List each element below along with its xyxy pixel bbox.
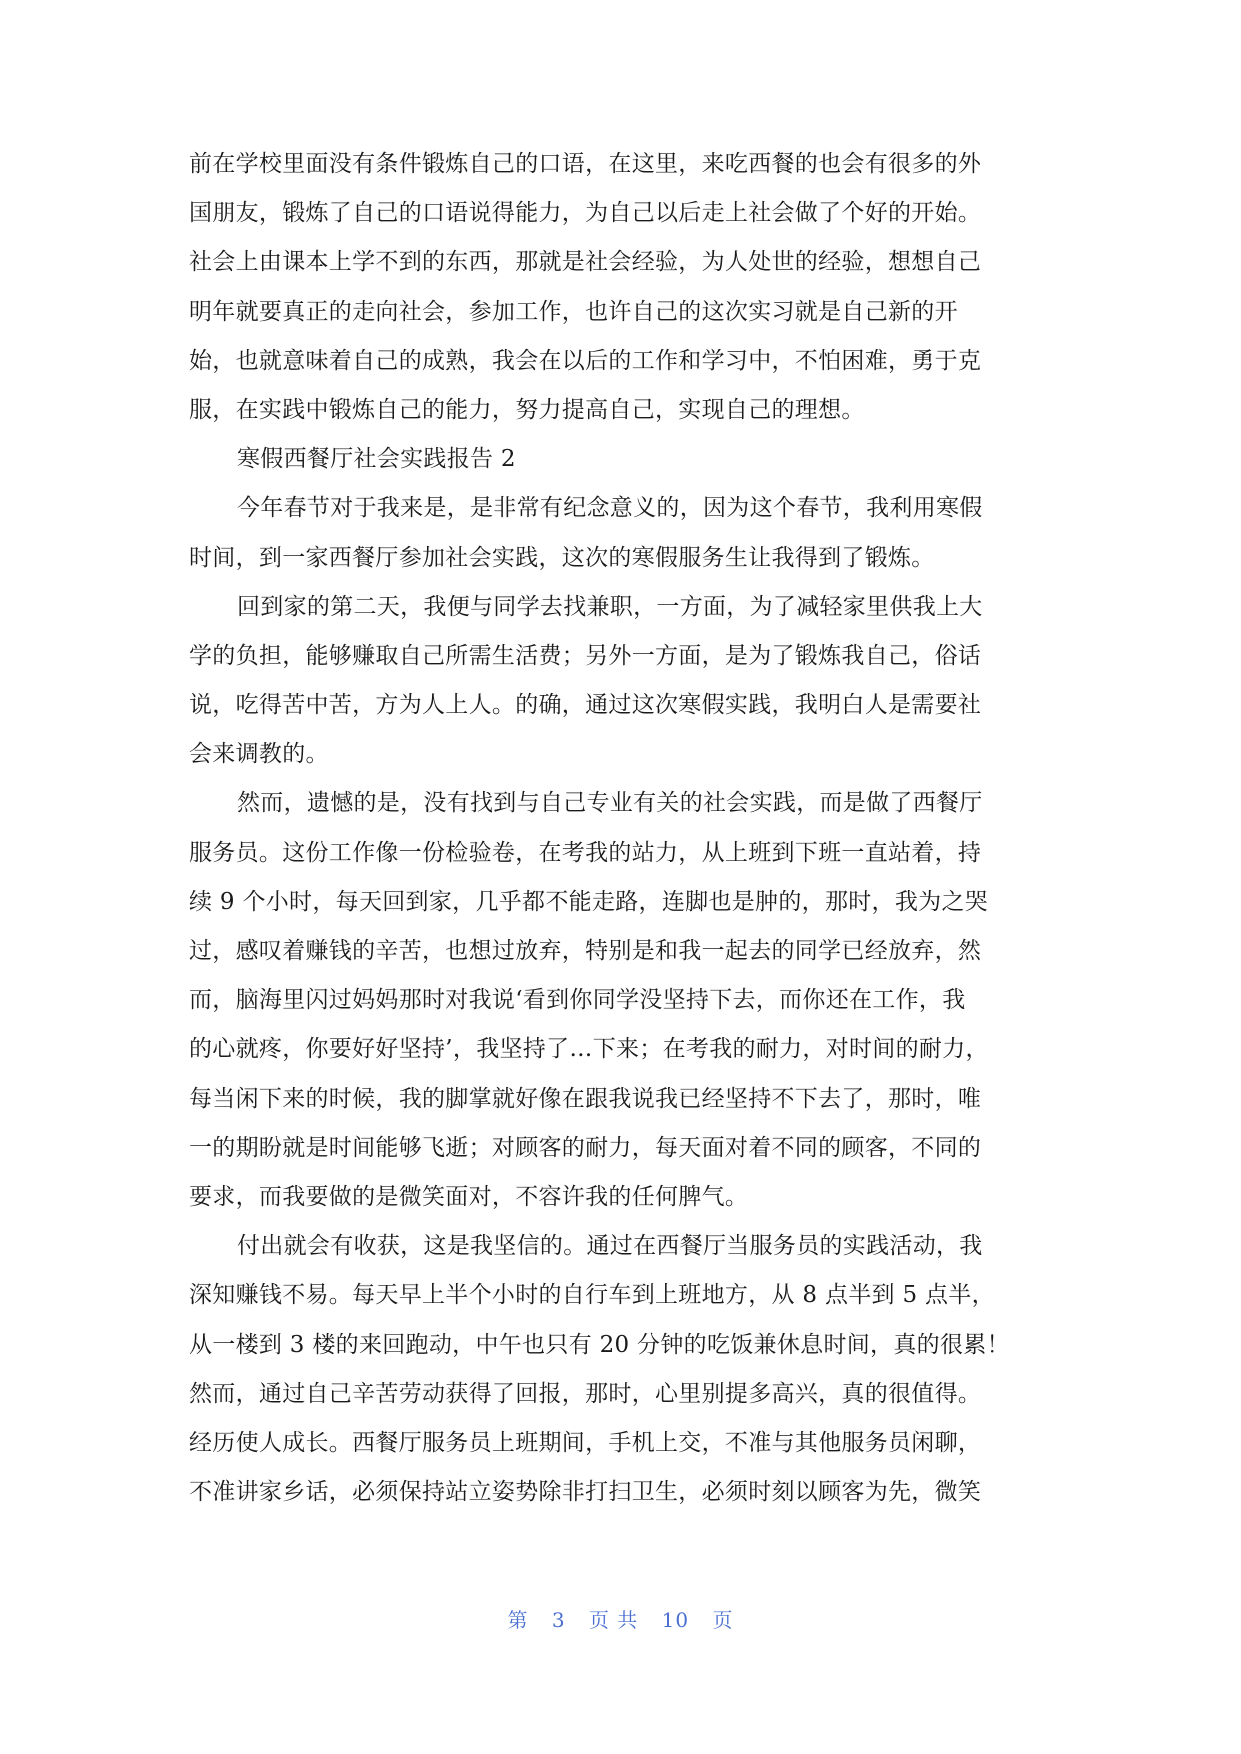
page-footer [0, 1604, 1241, 1633]
text-line: 不准讲家乡话，必须保持站立姿势除非打扫卫生，必须时刻以顾客为先，微笑 [189, 1479, 982, 1506]
footer-total-pages: 10 [661, 1608, 690, 1632]
text-line: 学的负担，能够赚取自己所需生活费；另外一方面，是为了锻炼我自己，俗话 [189, 642, 982, 669]
text-line: 社会上由课本上学不到的东西，那就是社会经验，为人处世的经验，想想自己 [189, 249, 982, 276]
text-line: 深知赚钱不易。每天早上半个小时的自行车到上班地方，从 8 点半到 5 点半， [189, 1282, 995, 1309]
text-line: 会来调教的。 [189, 741, 329, 768]
text-line: 要求，而我要做的是微笑面对，不容许我的任何脾气。 [189, 1183, 749, 1210]
text-line: 从一楼到 3 楼的来回跑动，中午也只有 20 分钟的吃饭兼休息时间，真的很累！ [189, 1331, 1010, 1358]
text-line: 国朋友，锻炼了自己的口语说得能力，为自己以后走上社会做了个好的开始。 [189, 200, 982, 227]
text-line: 时间，到一家西餐厅参加社会实践，这次的寒假服务生让我得到了锻炼。 [189, 544, 935, 571]
text-line: 续 9 个小时，每天回到家，几乎都不能走路，连脚也是肿的，那时，我为之哭 [189, 888, 989, 915]
text-line: 说，吃得苦中苦，方为人上人。的确，通过这次寒假实践，我明白人是需要社 [189, 692, 982, 719]
text-line: 寒假西餐厅社会实践报告 2 [237, 446, 516, 473]
text-line: 而，脑海里闪过妈妈那时对我说‘看到你同学没坚持下去，而你还在工作，我 [189, 987, 966, 1014]
text-line: 然而，通过自己辛苦劳动获得了回报，那时，心里别提多高兴，真的很值得。 [189, 1380, 982, 1407]
footer-prefix: 第 [507, 1608, 529, 1632]
text-line: 前在学校里面没有条件锻炼自己的口语，在这里，来吃西餐的也会有很多的外 [189, 151, 982, 177]
text-line: 付出就会有收获，这是我坚信的。通过在西餐厅当服务员的实践活动，我 [237, 1233, 983, 1260]
text-line: 经历使人成长。西餐厅服务员上班期间，手机上交，不准与其他服务员闲聊， [189, 1429, 982, 1456]
footer-current-page: 3 [551, 1608, 566, 1632]
text-line: 然而，遗憾的是，没有找到与自己专业有关的社会实践，而是做了西餐厅 [237, 790, 983, 817]
text-line: 回到家的第二天，我便与同学去找兼职，一方面，为了减轻家里供我上大 [237, 593, 983, 620]
text-line: 始，也就意味着自己的成熟，我会在以后的工作和学习中，不怕困难，勇于克 [189, 347, 982, 374]
text-line: 一的期盼就是时间能够飞逝；对顾客的耐力，每天面对着不同的顾客，不同的 [189, 1134, 982, 1161]
text-line: 明年就要真正的走向社会，参加工作，也许自己的这次实习就是自己新的开 [189, 298, 958, 325]
footer-middle: 页 共 [588, 1608, 639, 1632]
text-line: 今年春节对于我来是，是非常有纪念意义的，因为这个春节，我利用寒假 [237, 495, 983, 522]
document-body [189, 140, 1051, 1517]
text-line: 服，在实践中锻炼自己的能力，努力提高自己，实现自己的理想。 [189, 396, 865, 423]
text-line: 的心就疼，你要好好坚持’，我坚持了…下来；在考我的耐力，对时间的耐力， [189, 1036, 989, 1063]
text-line: 服务员。这份工作像一份检验卷，在考我的站力，从上班到下班一直站着，持 [189, 839, 982, 866]
footer-suffix: 页 [712, 1608, 734, 1632]
text-line: 过，感叹着赚钱的辛苦，也想过放弃，特别是和我一起去的同学已经放弃，然 [189, 938, 982, 964]
text-line: 每当闲下来的时候，我的脚掌就好像在跟我说我已经坚持不下去了，那时，唯 [189, 1085, 982, 1112]
